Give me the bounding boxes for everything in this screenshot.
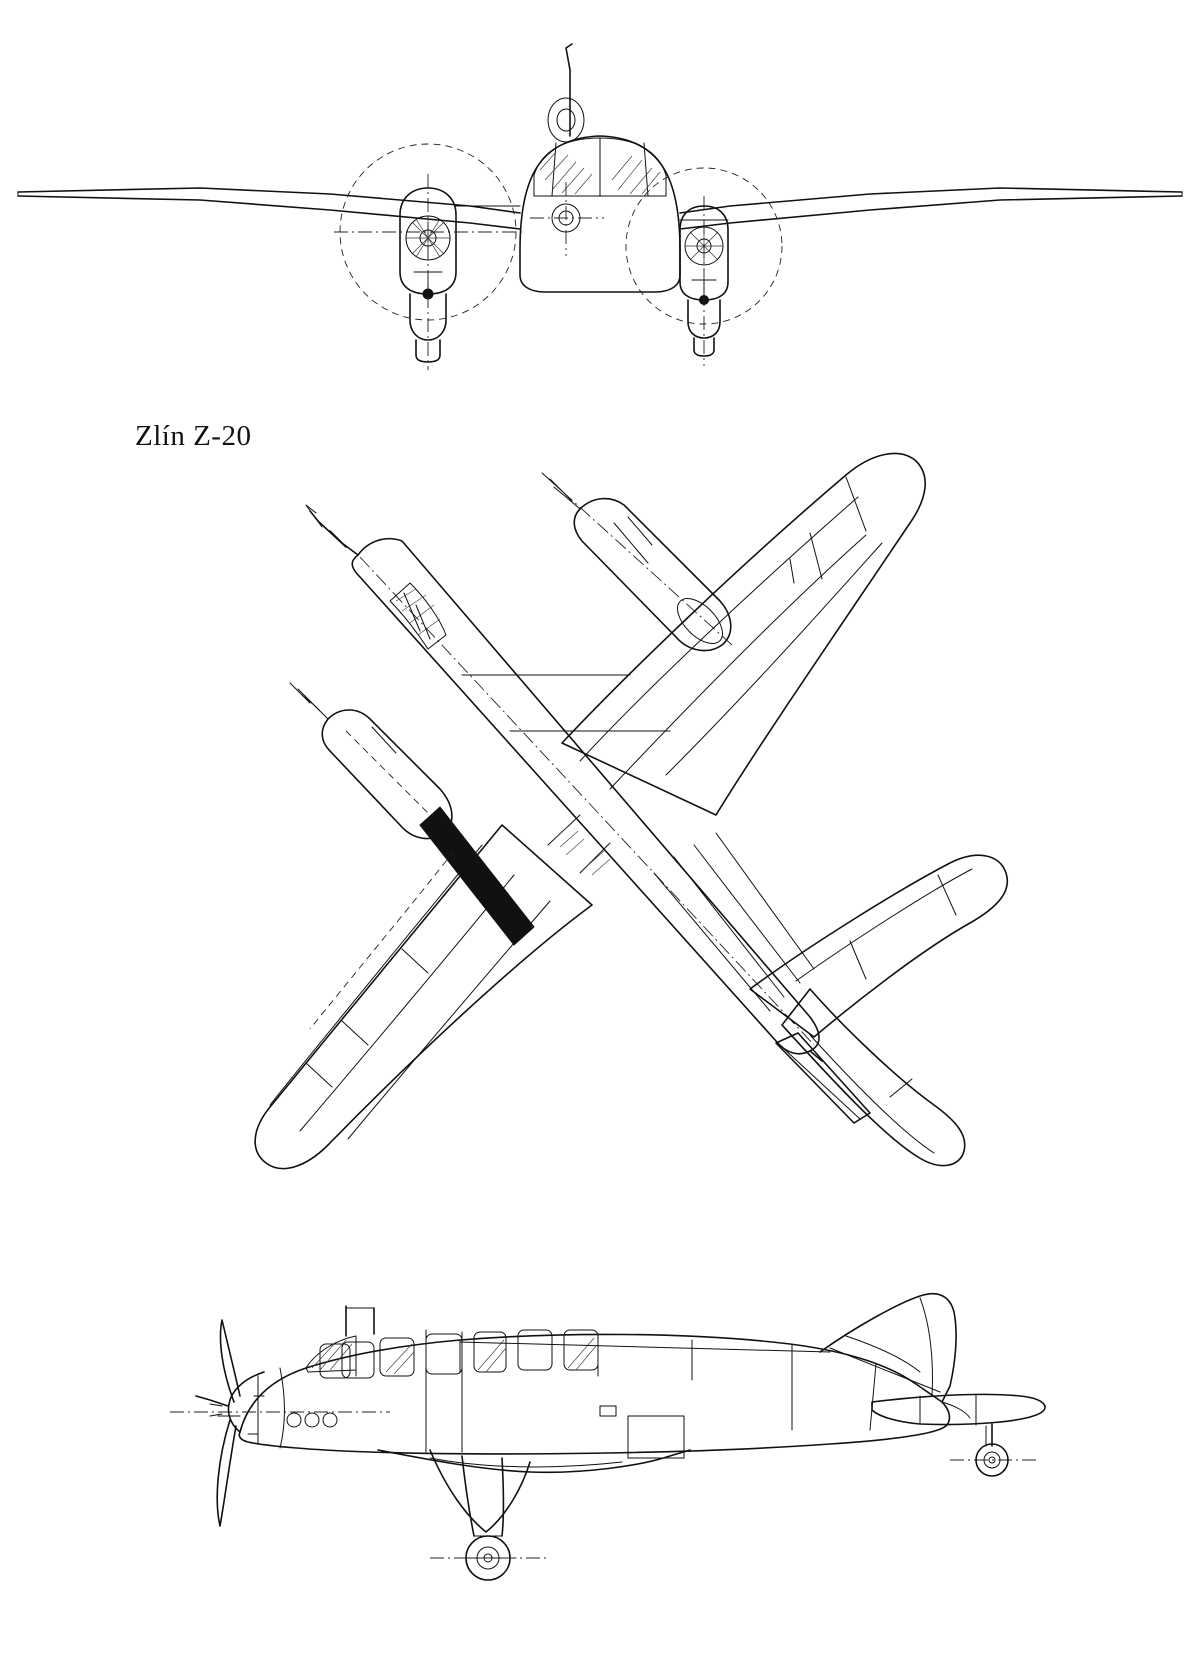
page-title: Zlín Z-20 [135, 420, 252, 452]
plan-view [110, 345, 1090, 1195]
front-view [0, 10, 1200, 370]
side-view [130, 1220, 1080, 1660]
